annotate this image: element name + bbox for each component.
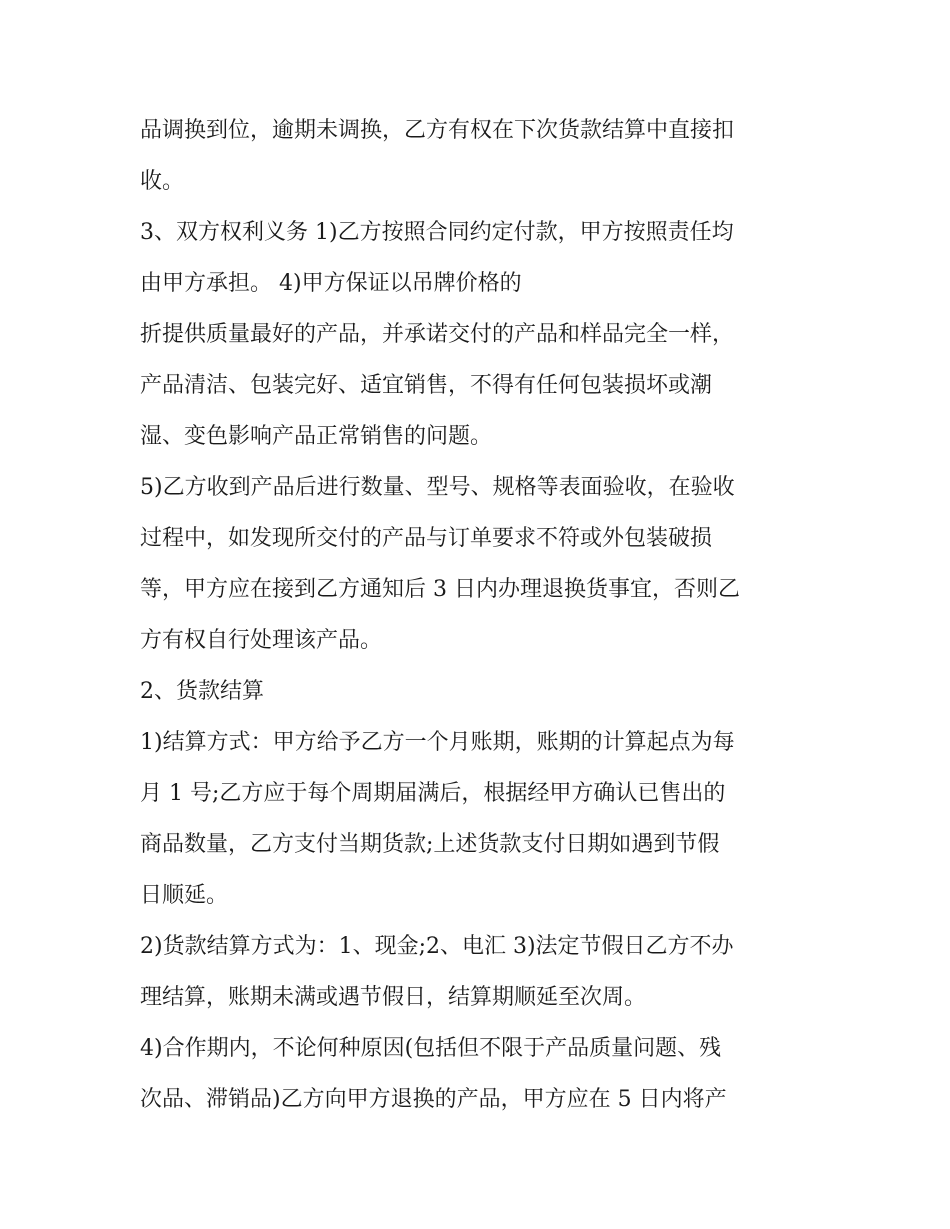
- text-line: 由甲方承担。 4)甲方保证以吊牌价格的: [140, 271, 522, 296]
- text-line: 湿、变色影响产品正常销售的问题。: [140, 424, 493, 449]
- text-line: 1)结算方式：甲方给予乙方一个月账期，账期的计算起点为每: [140, 730, 735, 755]
- text-line: 产品清洁、包装完好、适宜销售，不得有任何包装损坏或潮: [140, 373, 713, 398]
- text-line: 4)合作期内，不论何种原因(包括但不限于产品质量问题、残: [140, 1036, 722, 1061]
- text-line: 理结算，账期未满或遇节假日，结算期顺延至次周。: [140, 985, 647, 1010]
- text-line: 2)货款结算方式为：1、现金;2、电汇 3)法定节假日乙方不办: [140, 934, 734, 959]
- text-line: 3、双方权利义务 1)乙方按照合同约定付款，甲方按照责任均: [140, 220, 734, 245]
- text-line: 次品、滞销品)乙方向甲方退换的产品，甲方应在 5 日内将产: [140, 1087, 727, 1112]
- text-line: 过程中，如发现所交付的产品与订单要求不符或外包装破损: [140, 526, 713, 551]
- text-line: 商品数量，乙方支付当期货款;上述货款支付日期如遇到节假: [140, 832, 720, 857]
- text-line: 收。: [140, 169, 185, 194]
- text-line: 5)乙方收到产品后进行数量、型号、规格等表面验收，在验收: [140, 475, 735, 500]
- text-line: 方有权自行处理该产品。: [140, 628, 383, 653]
- text-line: 折提供质量最好的产品，并承诺交付的产品和样品完全一样，: [140, 322, 735, 347]
- text-line: 月 1 号;乙方应于每个周期届满后，根据经甲方确认已售出的: [140, 781, 726, 806]
- document-body: [140, 105, 812, 1125]
- text-line: 品调换到位，逾期未调换，乙方有权在下次货款结算中直接扣: [140, 118, 735, 143]
- text-line: 等，甲方应在接到乙方通知后 3 日内办理退换货事宜，否则乙: [140, 577, 740, 602]
- text-line: 日顺延。: [140, 883, 229, 908]
- text-line: 2、货款结算: [140, 679, 264, 704]
